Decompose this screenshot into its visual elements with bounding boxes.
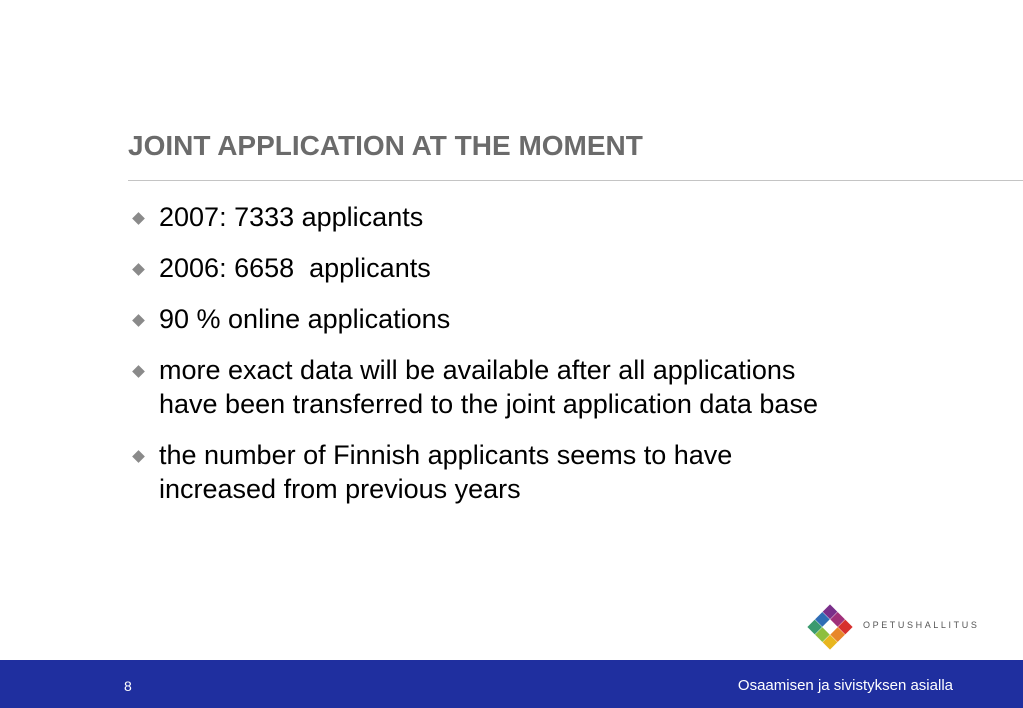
diamond-bullet-icon [132,263,145,276]
slide-title: JOINT APPLICATION AT THE MOMENT [128,130,643,161]
bullet-text: 90 % online applications [159,304,451,334]
bullet-item [130,251,990,285]
diamond-bullet-icon [132,365,145,378]
bullet-text: 2007: 7333 applicants [159,202,424,232]
bullet-text: 2006: 6658 applicants [159,253,431,283]
bullet-list [130,200,990,523]
diamond-bullet-icon [132,212,145,225]
footer-bar [0,660,1023,708]
diamond-bullet-icon [132,450,145,463]
title-divider [128,180,1023,181]
page-number: 8 [124,678,132,694]
bullet-item [130,200,990,234]
bullet-item [130,438,990,506]
footer-tagline: Osaamisen ja sivistyksen asialla [737,677,953,694]
opetushallitus-logo [805,602,980,652]
diamond-bullet-icon [132,314,145,327]
opetushallitus-diamond-logo-icon [805,602,855,652]
bullet-item [130,302,990,336]
bullet-item [130,353,990,421]
logo-wordmark: OPETUSHALLITUS [863,620,980,630]
bullet-text: the number of Finnish applicants seems to have increased from previous years [159,440,733,504]
bullet-text: more exact data will be available after all applications have been transferred to the joint application data base [159,355,818,419]
